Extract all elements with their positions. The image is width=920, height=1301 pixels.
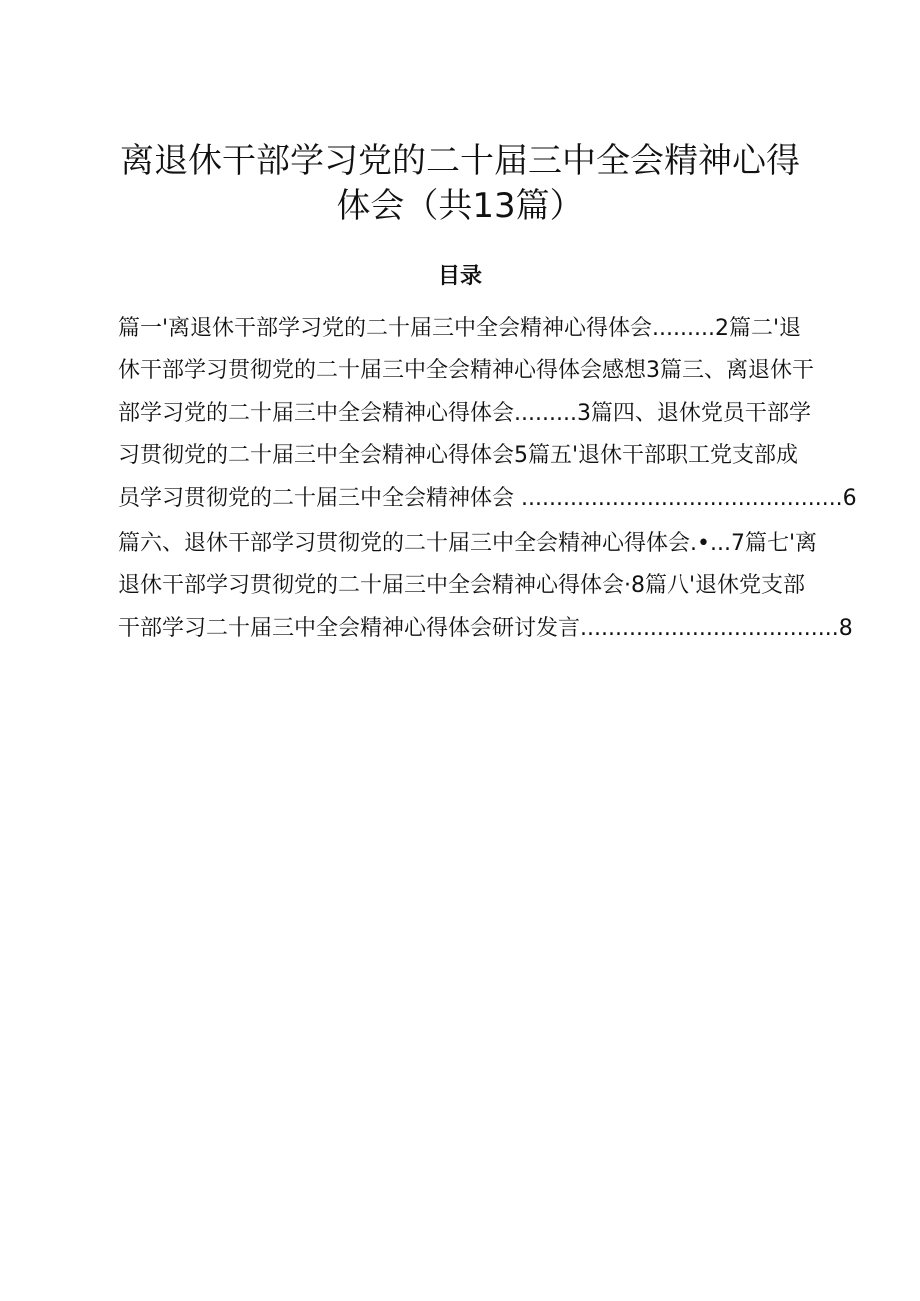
toc-line: 退休干部学习贯彻党的二十届三中全会精神心得体会·8篇八'退休党支部 (118, 573, 806, 598)
toc-line: 部学习党的二十届三中全会精神心得体会.........3篇四、退休党员干部学 (118, 401, 811, 426)
toc-heading: 目录 (437, 264, 482, 289)
toc-line: 干部学习二十届三中全会精神心得体会研讨发言.....................................8 (118, 616, 853, 641)
toc-line: 员学习贯彻党的二十届三中全会精神体会 ..............................................6 (118, 486, 857, 511)
document-title-line-1: 离退休干部学习党的二十届三中全会精神心得 (120, 141, 800, 181)
toc-line: 习贯彻党的二十届三中全会精神心得体会5篇五'退休干部职工党支部成 (118, 443, 799, 468)
toc-line: 休干部学习贯彻党的二十届三中全会精神心得体会感想3篇三、离退休干 (118, 358, 814, 383)
toc-line: 篇六、退休干部学习贯彻党的二十届三中全会精神心得体会.•...7篇七'离 (118, 531, 817, 556)
toc-line: 篇一'离退休干部学习党的二十届三中全会精神心得体会.........2篇二'退 (118, 316, 802, 341)
document-title-line-2: 体会（共13篇） (336, 186, 584, 226)
